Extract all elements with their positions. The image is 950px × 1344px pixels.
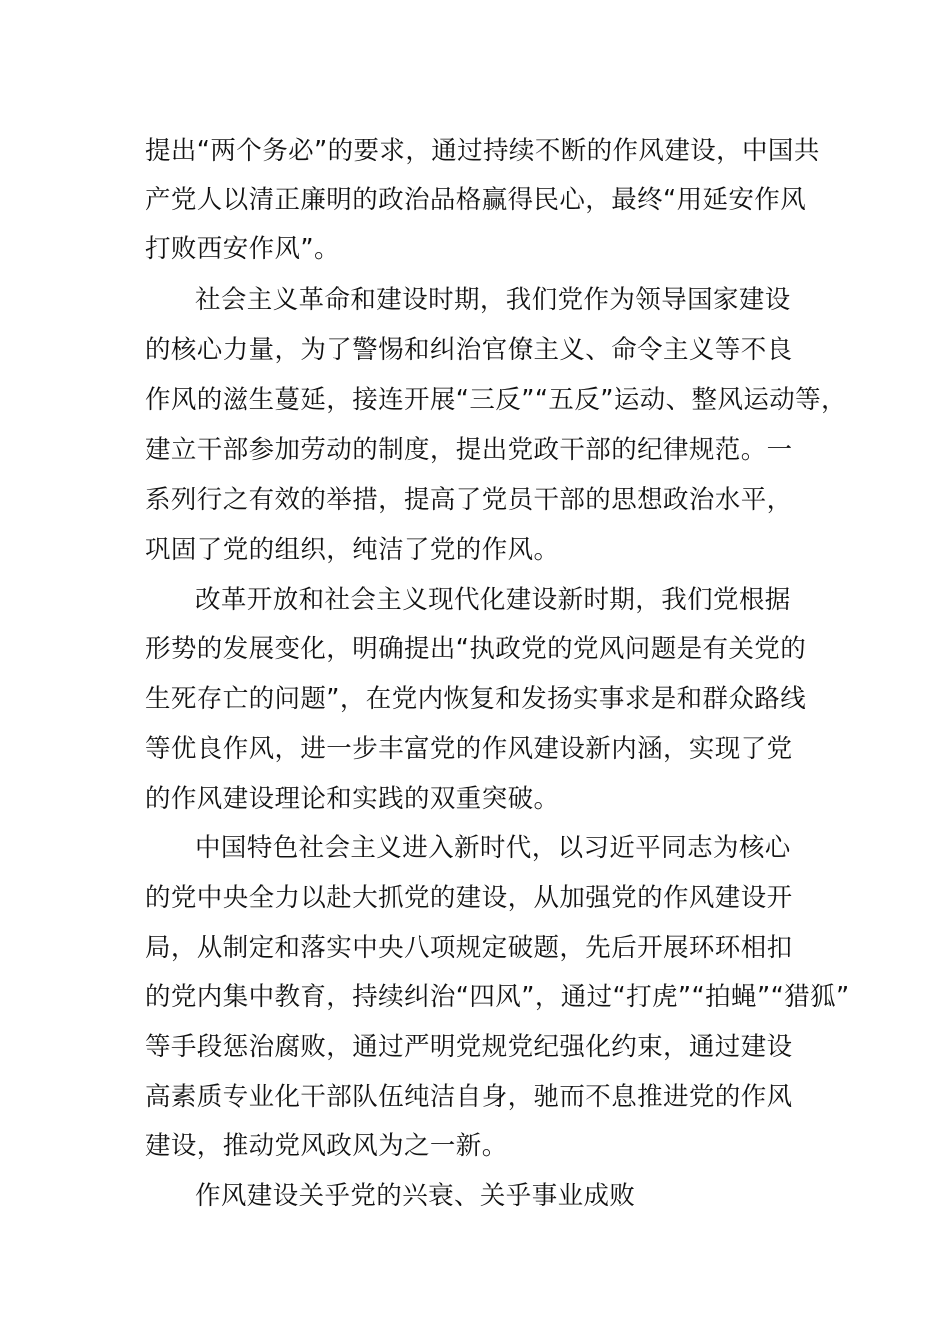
text-line: 建设，推动党风政风为之一新。 — [145, 1131, 508, 1161]
text-line: 系列行之有效的举措，提高了党员干部的思想政治水平， — [145, 485, 793, 515]
text-line: 作风的滋生蔓延，接连开展“三反”“五反”运动、整风运动等， — [145, 385, 847, 415]
paragraph-start-line: 中国特色社会主义进入新时代，以习近平同志为核心 — [195, 833, 791, 863]
text-line: 高素质专业化干部队伍纯洁自身，驰而不息推进党的作风 — [145, 1082, 793, 1112]
text-line: 等优良作风，进一步丰富党的作风建设新内涵，实现了党 — [145, 734, 793, 764]
paragraph-start-line: 社会主义革命和建设时期，我们党作为领导国家建设 — [195, 285, 791, 315]
text-line: 形势的发展变化，明确提出“执政党的党风问题是有关党的 — [145, 634, 807, 664]
text-line: 等手段惩治腐败，通过严明党规党纪强化约束，通过建设 — [145, 1032, 793, 1062]
text-line: 建立干部参加劳动的制度，提出党政干部的纪律规范。一 — [145, 435, 793, 465]
paragraph-start-line: 改革开放和社会主义现代化建设新时期，我们党根据 — [195, 585, 791, 615]
text-line: 生死存亡的问题”，在党内恢复和发扬实事求是和群众路线 — [145, 684, 807, 714]
text-line: 的作风建设理论和实践的双重突破。 — [145, 784, 560, 814]
section-heading: 作风建设关乎党的兴衰、关乎事业成败 — [195, 1181, 636, 1211]
text-line: 巩固了党的组织，纯洁了党的作风。 — [145, 535, 560, 565]
text-line: 的党内集中教育，持续纠治“四风”，通过“打虎”“拍蝇”“猎狐” — [145, 982, 850, 1012]
text-line: 局，从制定和落实中央八项规定破题，先后开展环环相扣 — [145, 933, 793, 963]
text-line: 产党人以清正廉明的政治品格赢得民心，最终“用延安作风 — [145, 185, 807, 215]
text-line: 打败西安作风”。 — [145, 234, 340, 264]
text-line: 的核心力量，为了警惕和纠治官僚主义、命令主义等不良 — [145, 335, 793, 365]
text-line: 提出“两个务必”的要求，通过持续不断的作风建设，中国共 — [145, 136, 820, 166]
text-line: 的党中央全力以赴大抓党的建设，从加强党的作风建设开 — [145, 883, 793, 913]
